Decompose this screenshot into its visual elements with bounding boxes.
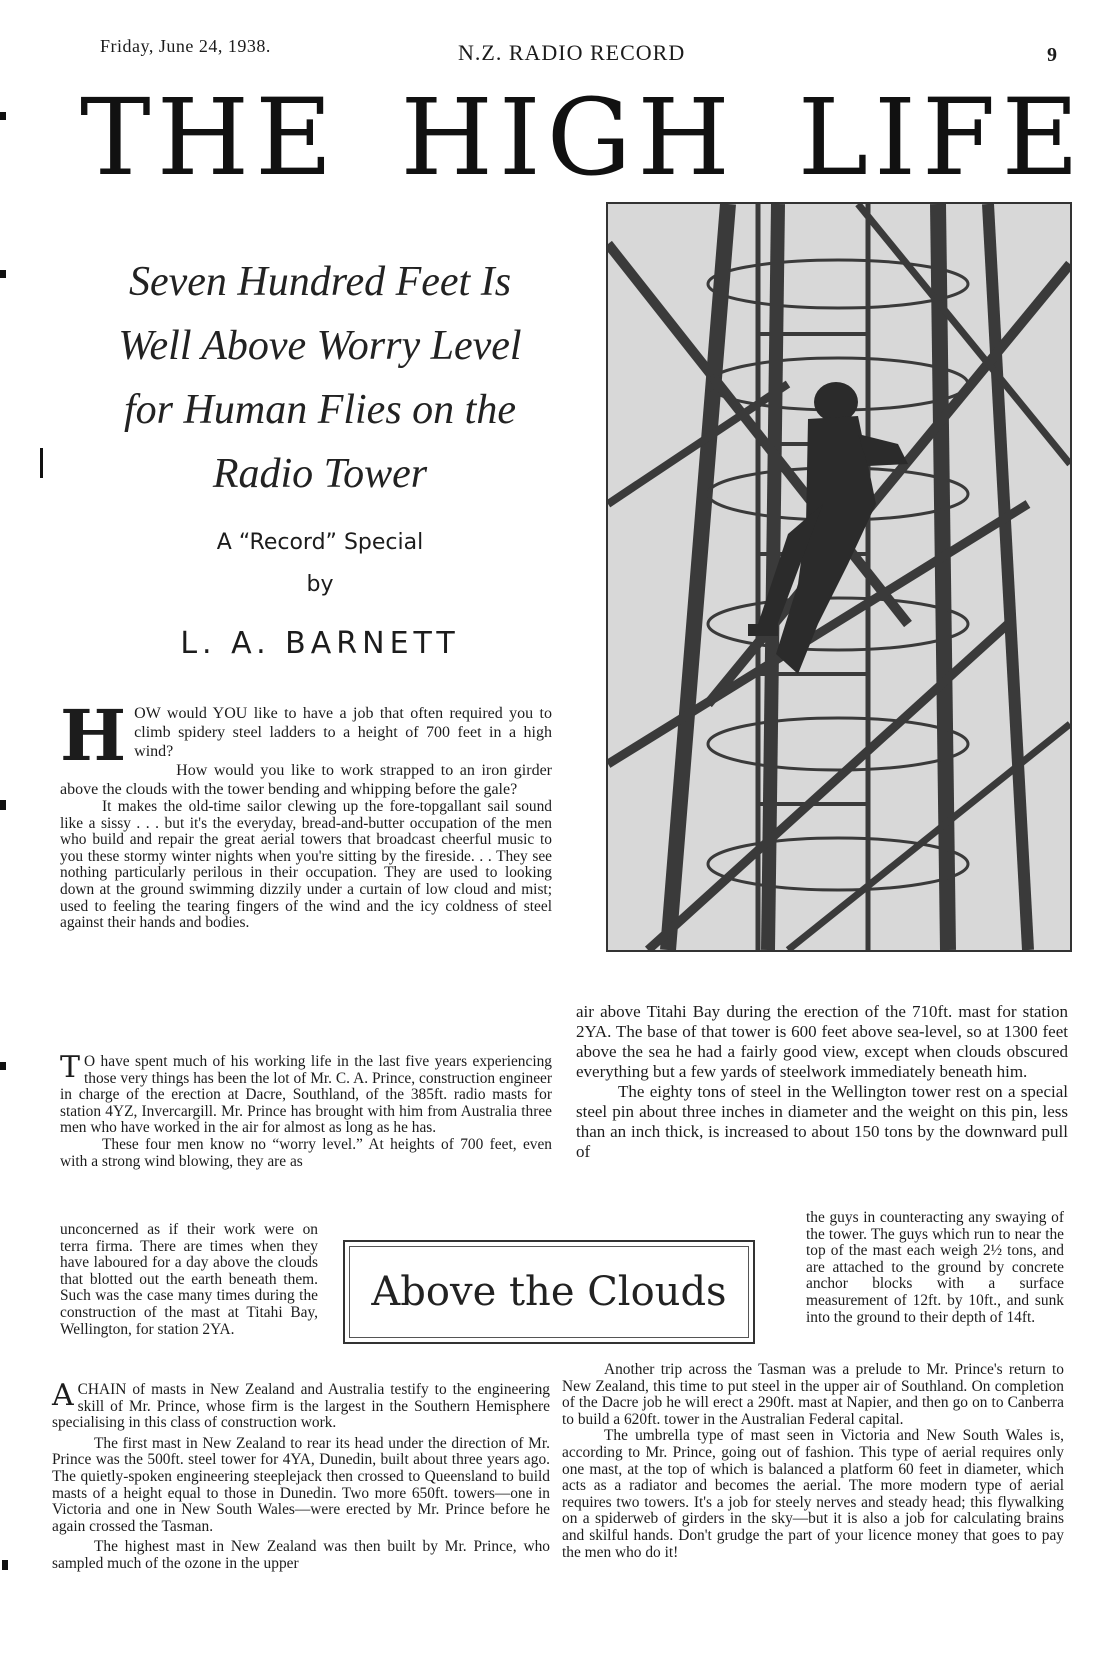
right-column-text bbox=[576, 1002, 1068, 1162]
margin-mark bbox=[0, 270, 6, 278]
paragraph: It makes the old-time sailor clewing up the fore-topgallant sail sound like a sissy . . . but it's the everyday, bread-and-butter occupation of the men who build and repair the great aerial towers that broadcast cheerful music to you these stormy winter nights when you're sitting by the fireside. . . They see nothing particularly perilous in their occupation. They are used to looking down at the ground swimming dizzily under a curtain of low cloud and mist; used to feeling the tearing fingers of the wind and the icy coldness of steel against their hands and bodies. bbox=[60, 798, 552, 932]
right-column-continued bbox=[562, 1362, 1064, 1561]
deck-subheadline bbox=[60, 250, 580, 506]
page-number: 9 bbox=[1047, 44, 1058, 66]
headline-word: LIFE bbox=[797, 76, 1085, 199]
deck-line: for Human Flies on the bbox=[124, 387, 516, 433]
boxout bbox=[343, 1240, 755, 1344]
deck-line: Seven Hundred Feet Is bbox=[128, 259, 512, 305]
deck-line: Radio Tower bbox=[212, 451, 428, 497]
dropcap: A bbox=[52, 1378, 74, 1413]
paragraph: The eighty tons of steel in the Wellington tower rest on a special steel pin about three inches in diameter and the weight on this pin, less than an inch thick, is increased to about 150 tons by the downward pull of bbox=[576, 1082, 1068, 1161]
headline-word: THE bbox=[80, 76, 339, 199]
headline-word: HIGH bbox=[400, 76, 736, 199]
section-prince bbox=[60, 1050, 552, 1170]
issue-date: Friday, June 24, 1938. bbox=[100, 36, 271, 56]
margin-mark bbox=[2, 1560, 8, 1570]
credit-author: L. A. BARNETT bbox=[180, 626, 460, 661]
intro-text bbox=[60, 694, 552, 932]
credit-by: by bbox=[306, 572, 334, 597]
tower-photo bbox=[606, 202, 1072, 952]
paragraph: The first mast in New Zealand to rear its head under the direction of Mr. Prince was the 500ft. steel tower for 4YA, Dunedin, built about three years ago. The quietly-spoken engineering steeplejack then crossed to Queensland to build masts of a height equal to those in Dunedin. Two more 650ft. towers—one in Victoria and one in New South Wales—were erected by Mr. Prince before he again crossed the Tasman. bbox=[52, 1434, 550, 1535]
paragraph: The umbrella type of mast seen in Victoria and New South Wales is, according to Mr. Prince, going out of fashion. This type of aerial requires only one mast, at the top of which is balanced a platform 60 feet in diameter, which acts as a radiator and becomes the aerial. The more modern type of aerial requires two towers. It's a job for steely nerves and steady head; this flywalking on a spiderweb of girders in the sky—but it is also a job for calculating brains and skilful hands. Don't grudge the part of your licence money that goes to pay the men who do it! bbox=[562, 1427, 1064, 1561]
credit-special: A “Record” Special bbox=[216, 530, 424, 555]
publication-name: N.Z. RADIO RECORD bbox=[458, 40, 686, 65]
margin-mark bbox=[0, 800, 6, 810]
paragraph: OW would YOU like to have a job that often required you to climb spidery steel ladders to a height of 700 feet in a high wind? bbox=[134, 705, 552, 760]
margin-mark bbox=[0, 1062, 6, 1070]
margin-mark bbox=[0, 112, 6, 120]
paragraph: How would you like to work strapped to an iron girder above the clouds with the tower bending and whipping before the gale? bbox=[60, 762, 552, 798]
paragraph: Another trip across the Tasman was a prelude to Mr. Prince's return to New Zealand, this time to put steel in the upper air of Southland. On completion of the Dacre job he will erect a 290ft. mast at Napier, and then go on to Canberra to build a 620ft. tower in the Australian Federal capital. bbox=[562, 1361, 1064, 1428]
paragraph: air above Titahi Bay during the erection of the 710ft. mast for station 2YA. The base of that tower is 600 feet above sea-level, so at 1300 feet above the sea he had a fairly good view, except when clouds obscured everything but a few yards of steelwork immediately beneath him. bbox=[576, 1002, 1068, 1081]
headline bbox=[80, 78, 1085, 198]
dropcap: T bbox=[60, 1050, 81, 1085]
tower-photo-image bbox=[608, 204, 1070, 950]
section-prince-continued: unconcerned as if their work were on terra firma. There are times when they have laboured for a day above the clouds that blotted out the earth beneath them. Such was the case many times during the construction of the mast at Titahi Bay, Wellington, for station 2YA. bbox=[60, 1221, 318, 1338]
margin-mark bbox=[40, 448, 43, 478]
right-column-guys: the guys in counteracting any swaying of the tower. The guys which run to near the top of the mast each weigh 2½ tons, and are attached to the ground by concrete anchor blocks with a surface measurement of 12ft. by 10ft., and sunk into the ground to their depth of 14ft. bbox=[806, 1209, 1064, 1326]
boxout-title: Above the Clouds bbox=[349, 1246, 749, 1338]
paragraph: O have spent much of his working life in the last five years experiencing those very things has been the lot of Mr. C. A. Prince, construction engineer in charge of the erection at Dacre, Southland, of the 385ft. radio masts for station 4YZ, Invercargill. Mr. Prince has brought with him from Australia three men who have worked in the air for almost as long as he has. bbox=[60, 1053, 552, 1137]
dropcap: H bbox=[60, 694, 127, 777]
paragraph: The highest mast in New Zealand was then built by Mr. Prince, who sampled much of the ozone in the upper bbox=[52, 1538, 550, 1572]
paragraph: CHAIN of masts in New Zealand and Australia testify to the engineering skill of Mr. Prince, whose firm is the largest in the Southern Hemisphere specialising in this class of construction work. bbox=[52, 1381, 550, 1432]
deck-line: Well Above Worry Level bbox=[118, 323, 522, 369]
section-masts bbox=[52, 1378, 550, 1573]
paragraph: These four men know no “worry level.” At heights of 700 feet, even with a strong wind blowing, they are as bbox=[60, 1135, 552, 1170]
